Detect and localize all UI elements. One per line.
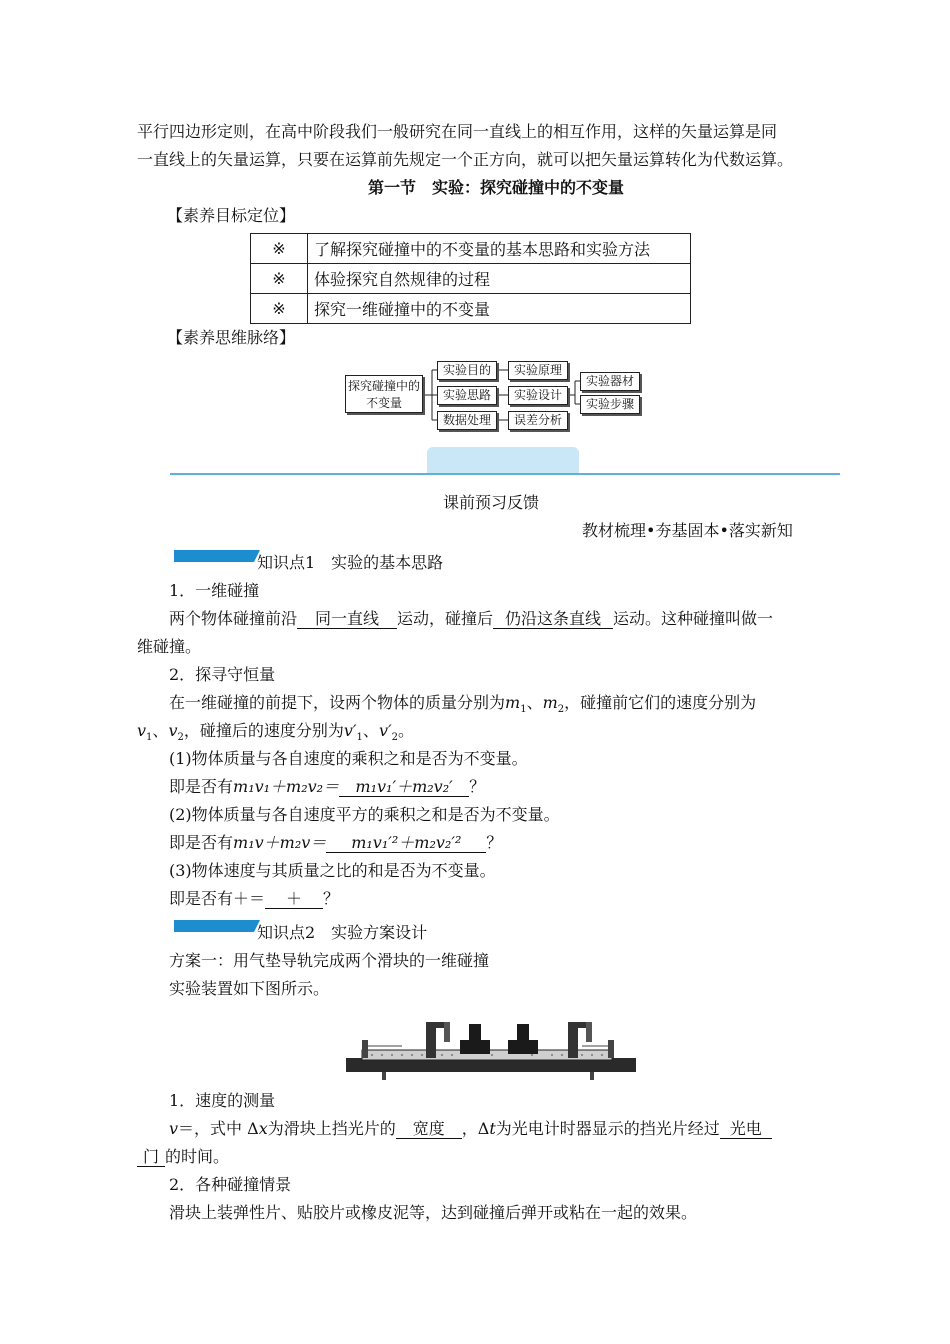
- sub: 1: [356, 732, 363, 744]
- mindmap-design: 实验设计: [508, 386, 568, 405]
- var: v: [169, 1119, 179, 1138]
- goal-mark: ※: [251, 234, 308, 264]
- mindmap-root-label: 探究碰撞中的不变量: [347, 379, 420, 410]
- mindmap-equipment: 实验器材: [580, 372, 640, 391]
- blank-answer: 门: [137, 1148, 165, 1167]
- blank-answer: m₁v₁′＋m₂v₂′: [339, 778, 469, 797]
- knowledge-point-marker: [174, 920, 254, 932]
- sub: 1: [520, 704, 527, 716]
- kp2-heading-2: 2．各种碰撞情景: [169, 1175, 292, 1194]
- intro-line-1: 平行四边形定则，在高中阶段我们一般研究在同一直线上的相互作用，这样的矢量运算是同: [137, 122, 778, 141]
- kp1-answer-3: [169, 885, 849, 913]
- mindmap-root: [345, 375, 423, 413]
- mindmap-header: 【素养思维脉络】: [167, 328, 296, 347]
- kp1-sentence-2-cont: $v_1$、$v_2$，碰撞后的速度分别为$v'_1$、$v'_2$。: [137, 721, 414, 744]
- banner-tab: [427, 447, 579, 474]
- text: 的时间。: [165, 1147, 230, 1166]
- kp1-answer-2: [169, 829, 849, 857]
- goal-row: [251, 264, 691, 294]
- kp1-title: 知识点1 实验的基本思路: [257, 553, 444, 572]
- sub: 2: [391, 732, 398, 744]
- text: 为滑块上挡光片的: [267, 1119, 396, 1138]
- banner-rule: [170, 473, 840, 475]
- var: m: [542, 693, 558, 712]
- air-track-apparatus-figure: [342, 1012, 642, 1084]
- banner-title: 课前预习反馈: [443, 493, 540, 512]
- mindmap-purpose: 实验目的: [437, 361, 497, 380]
- mindmap: [340, 358, 650, 433]
- kp1-sentence-2: 在一维碰撞的前提下，设两个物体的质量分别为$m_1$、$m_2$，碰撞前它们的速度分别为: [169, 693, 757, 716]
- text: 为光电计时器显示的挡光片经过: [495, 1119, 720, 1138]
- blank-answer: ＋: [265, 890, 323, 909]
- kp2-heading-1: 1．速度的测量: [169, 1091, 276, 1110]
- goals-table: [250, 233, 691, 324]
- goal-mark: ※: [251, 264, 308, 294]
- goal-row: [251, 234, 691, 264]
- text: 即是否有: [169, 777, 234, 796]
- text: 。: [397, 721, 414, 740]
- text: 运动。这种碰撞叫做一: [613, 609, 774, 628]
- kp1-question-3: (3)物体速度与其质量之比的和是否为不变量。: [169, 861, 496, 880]
- text: ，碰撞前它们的速度分别为: [564, 693, 757, 712]
- kp1-sentence-1-end: 维碰撞。: [137, 637, 202, 656]
- text: 即是否有＋＝: [169, 889, 266, 908]
- goal-text: 体验探究自然规律的过程: [308, 264, 691, 294]
- text: 两个物体碰撞前沿: [169, 609, 298, 628]
- mindmap-data: 数据处理: [437, 411, 497, 430]
- sub: 2: [177, 732, 184, 744]
- var: v′: [343, 721, 357, 740]
- intro-line-2: 一直线上的矢量运算，只要在运算前先规定一个正方向，就可以把矢量运算转化为代数运算。: [137, 150, 794, 169]
- text: ？: [323, 889, 340, 908]
- mindmap-error: 误差分析: [508, 411, 568, 430]
- var: v: [168, 721, 178, 740]
- mindmap-steps: 实验步骤: [580, 395, 640, 414]
- var: v′: [378, 721, 392, 740]
- text: ？: [486, 833, 503, 852]
- kp2-plan: 方案一：用气垫导轨完成两个滑块的一维碰撞: [169, 951, 490, 970]
- sub: 2: [557, 704, 565, 716]
- blank-answer: 仍沿这条直线: [493, 610, 613, 629]
- kp2-sentence-1-cont: [137, 1143, 817, 1171]
- blank-answer: m₁v₁′²＋m₂v₂′²: [326, 834, 486, 853]
- kp2-device: 实验装置如下图所示。: [169, 979, 330, 998]
- text: ＝，式中 Δ: [178, 1119, 259, 1138]
- kp2-title: 知识点2 实验方案设计: [257, 923, 428, 942]
- goal-mark: ※: [251, 294, 308, 324]
- section-title: 第一节 实验：探究碰撞中的不变量: [368, 178, 625, 197]
- blank-answer: 同一直线: [297, 610, 397, 629]
- var: v: [137, 721, 147, 740]
- goals-header: 【素养目标定位】: [167, 206, 296, 225]
- text: ？: [469, 777, 486, 796]
- blank-answer: 宽度: [396, 1120, 462, 1139]
- mindmap-principle: 实验原理: [508, 361, 568, 380]
- mindmap-idea: 实验思路: [437, 386, 497, 405]
- goal-text: 探究一维碰撞中的不变量: [308, 294, 691, 324]
- equation: m₁v＋m₂v＝: [233, 833, 327, 852]
- knowledge-point-marker: [174, 550, 254, 562]
- var: t: [489, 1119, 496, 1138]
- kp1-question-1: (1)物体质量与各自速度的乘积之和是否为不变量。: [169, 749, 528, 768]
- text: ，Δ: [461, 1119, 490, 1138]
- text: 在一维碰撞的前提下，设两个物体的质量分别为: [169, 693, 506, 712]
- kp1-heading-2: 2．探寻守恒量: [169, 665, 276, 684]
- text: 即是否有: [169, 833, 234, 852]
- blank-answer: 光电: [720, 1120, 772, 1139]
- kp2-sentence-1: [169, 1115, 849, 1143]
- var: x: [258, 1119, 268, 1138]
- equation: m₁v₁＋m₂v₂＝: [233, 777, 340, 796]
- kp1-answer-1: [169, 773, 849, 801]
- sub: 1: [146, 732, 153, 744]
- banner-subtitle: 教材梳理•夯基固本•落实新知: [582, 521, 793, 540]
- text: 运动，碰撞后: [397, 609, 494, 628]
- text: ，碰撞后的速度分别为: [183, 721, 344, 740]
- var: m: [505, 693, 521, 712]
- kp1-question-2: (2)物体质量与各自速度平方的乘积之和是否为不变量。: [169, 805, 560, 824]
- goal-row: [251, 294, 691, 324]
- goal-text: 了解探究碰撞中的不变量的基本思路和实验方法: [308, 234, 691, 264]
- kp1-sentence-1: [169, 605, 849, 633]
- kp2-sentence-2: 滑块上装弹性片、贴胶片或橡皮泥等，达到碰撞后弹开或粘在一起的效果。: [169, 1203, 698, 1222]
- kp1-heading-1: 1．一维碰撞: [169, 581, 260, 600]
